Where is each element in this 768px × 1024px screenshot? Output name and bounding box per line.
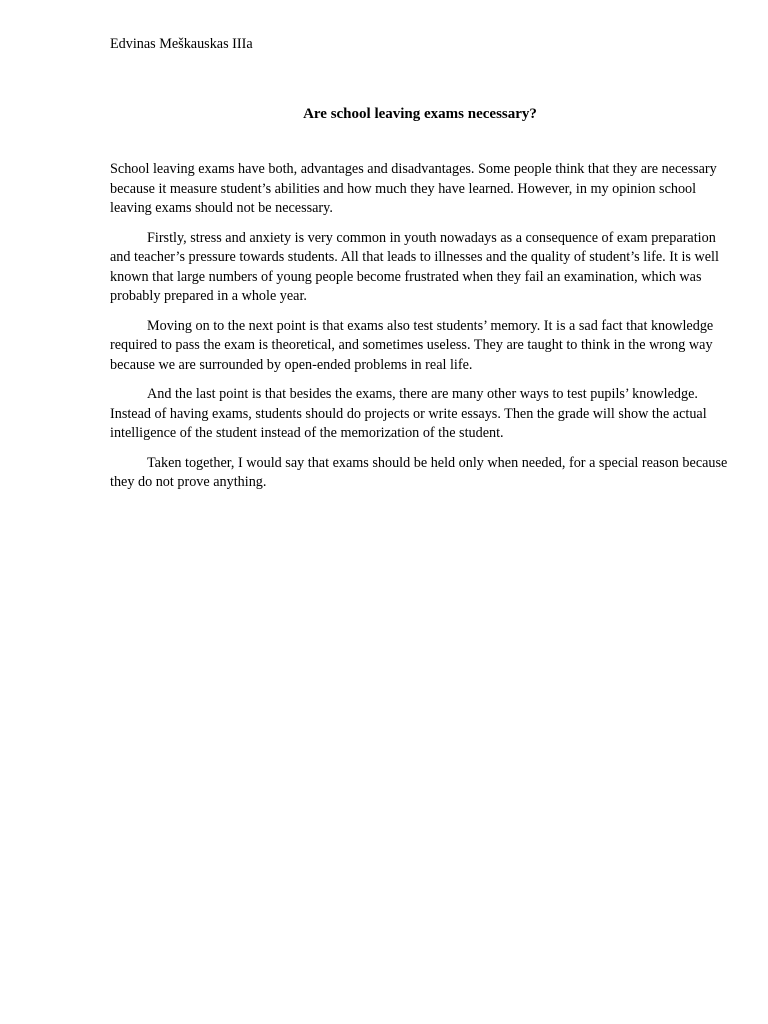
essay-body [110, 160, 735, 503]
essay-title: Are school leaving exams necessary? [303, 106, 537, 122]
paragraph-conclusion: Taken together, I would say that exams should be held only when needed, for a special reason because they do not prove anything. [110, 454, 728, 490]
paragraph-firstly: Firstly, stress and anxiety is very common in youth nowadays as a consequence of exam preparation and teacher’s pressure towards students. All that leads to illnesses and the quality of student’s life. It is well known that large numbers of young people become frustrated when they fail an examination, which was probably prepared in a whole year. [110, 229, 719, 304]
paragraph-intro: School leaving exams have both, advantages and disadvantages. Some people think that they are necessary because it measure student’s abilities and how much they have learned. However, in my opinion school leaving exams should not be necessary. [110, 161, 717, 216]
paragraph-moving-on: Moving on to the next point is that exams also test students’ memory. It is a sad fact that knowledge required to pass the exam is theoretical, and sometimes useless. They are taught to think in the wrong way because we are surrounded by open-ended problems in real life. [110, 317, 714, 373]
author-line: Edvinas Meškauskas IIIa [110, 36, 253, 52]
paragraph-last-point: And the last point is that besides the exams, there are many other ways to test pupils’ knowledge. Instead of having exams, students should do projects or write essays. Then the grade will show the actual intelligence of the student instead of the memorization of the student. [110, 386, 707, 441]
